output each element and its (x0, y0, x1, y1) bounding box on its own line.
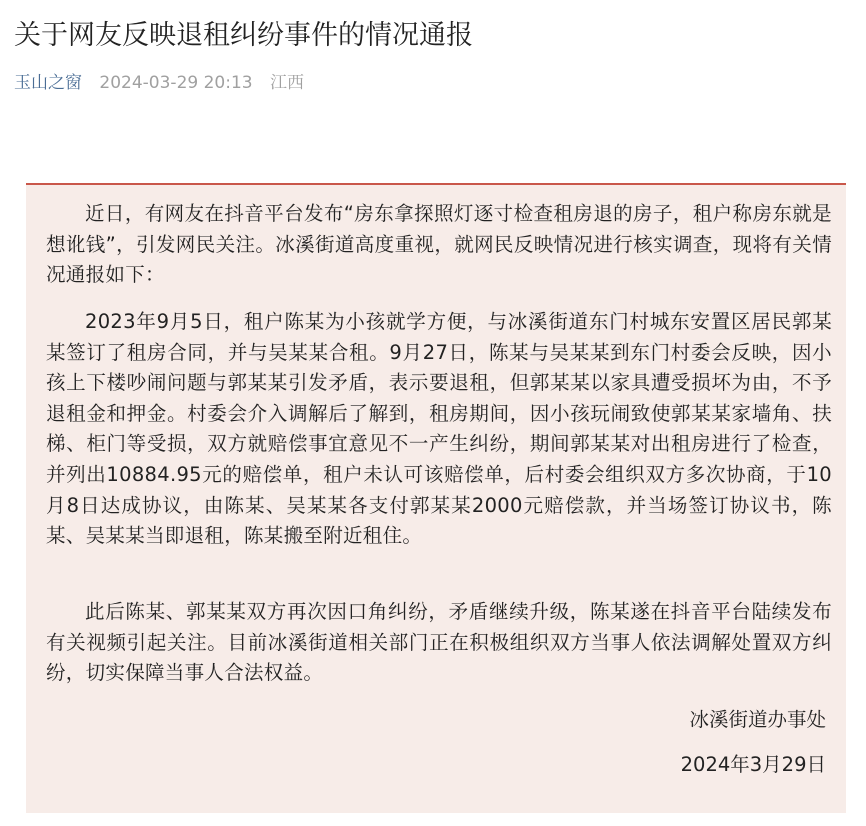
publish-datetime: 2024-03-29 20:13 (99, 73, 253, 93)
article-title: 关于网友反映退租纠纷事件的情况通报 (14, 20, 473, 51)
notice-paragraph-followup: 此后陈某、郭某某双方再次因口角纠纷，矛盾继续升级，陈某遂在抖音平台陆续发布有关视频引起关注。目前冰溪街道相关部门正在积极组织双方当事人依法调解处置双方纠纷，切实保障当事人合法权益。 (46, 600, 832, 685)
signature-organization: 冰溪街道办事处 (689, 708, 826, 731)
notice-paragraph-intro: 近日，有网友在抖音平台发布“房东拿探照灯逐寸检查租房退的房子，租户称房东就是想讹钱”，引发网民关注。冰溪街道高度重视，就网民反映情况进行核实调查，现将有关情况通报如下： (46, 202, 832, 287)
publish-region: 江西 (270, 73, 305, 93)
notice-paragraph-details: 2023年9月5日，租户陈某为小孩就学方便，与冰溪街道东门村城东安置区居民郭某某签订了租房合同，并与吴某某合租。9月27日，陈某与吴某某到东门村委会反映，因小孩上下楼吵闹问题与郭某某引发矛盾，表示要退租，但郭某某以家具遭受损坏为由，不予退租金和押金。村委会介入调解后了解到，租房期间，因小孩玩闹致使郭某某家墙角、扶梯、柜门等受损，双方就赔偿事宜意见不一产生纠纷，期间郭某某对出租房进行了检查，并列出10884.95元的赔偿单，租户未认可该赔偿单，后村委会组织双方多次协商，于10月8日达成协议，由陈某、吴某某各支付郭某某2000元赔偿款，并当场签订协议书，陈某、吴某某当即退租，陈某搬至附近租住。 (46, 310, 832, 548)
article-meta (14, 68, 304, 98)
source-link[interactable]: 玉山之窗 (14, 73, 82, 93)
signature-date: 2024年3月29日 (680, 753, 826, 776)
